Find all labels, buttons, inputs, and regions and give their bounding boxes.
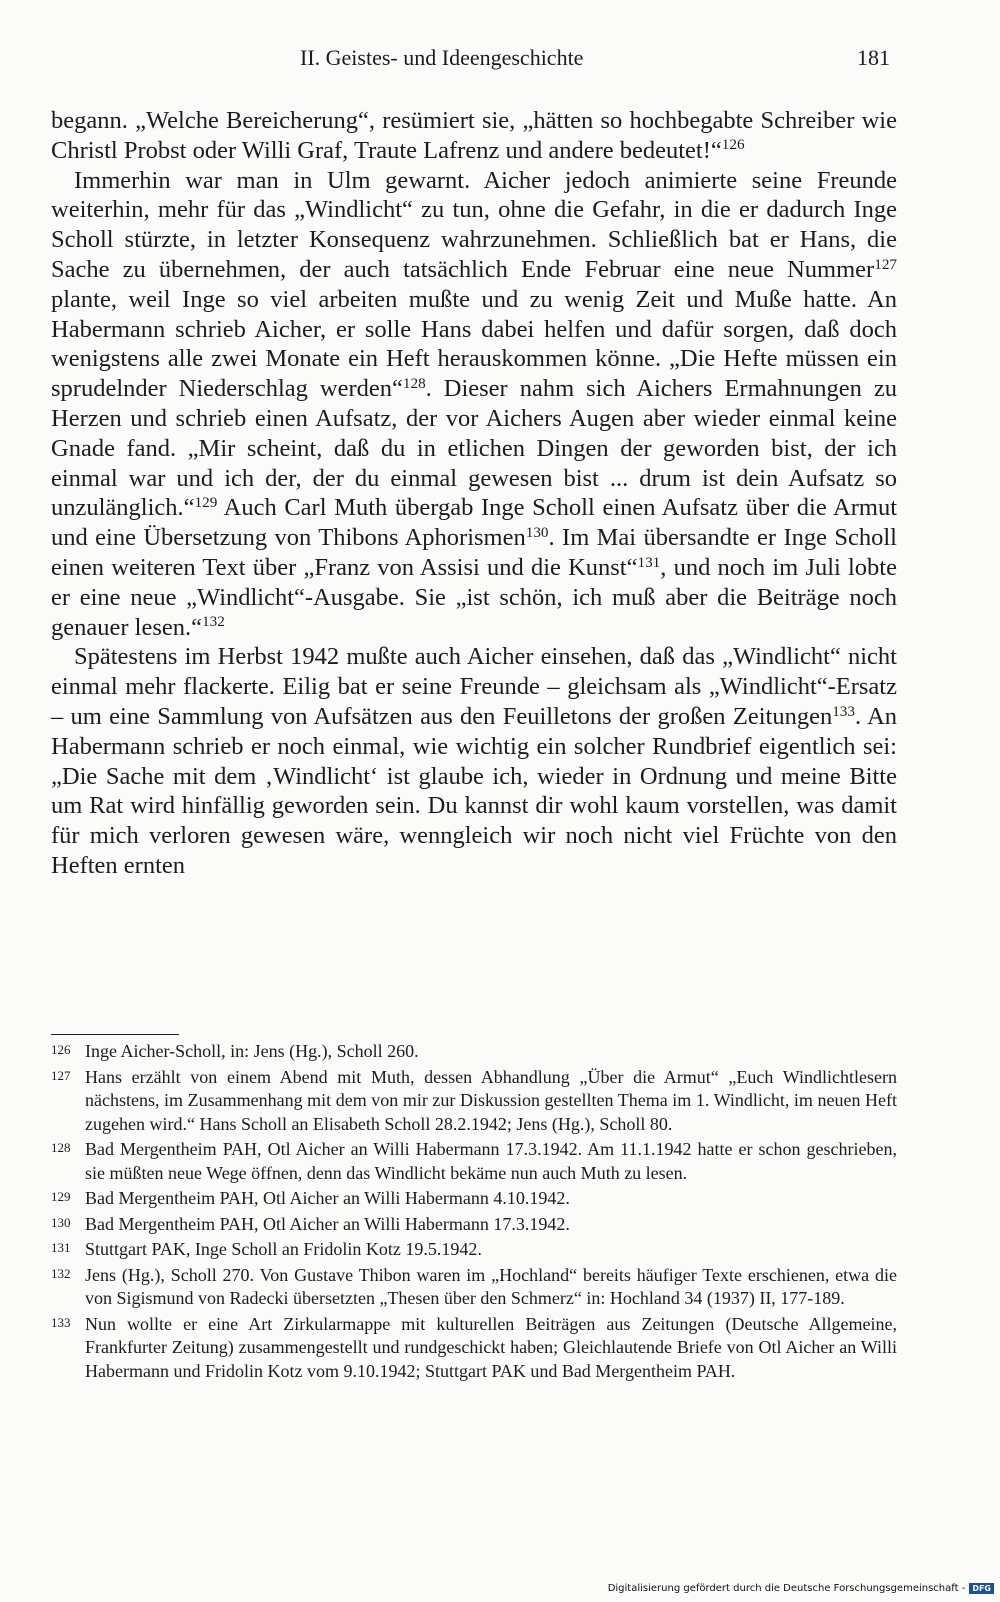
footnote-number: 129: [51, 1189, 71, 1204]
footnote-number: 126: [51, 1042, 71, 1057]
paragraph: [51, 166, 897, 643]
footnote: [51, 1238, 897, 1262]
text-run: Spätestens im Herbst 1942 mußte auch Aicher einsehen, daß das „Windlicht“ nicht einmal mehr flackerte. Eilig bat er seine Freunde – gleichsam als „Windlicht“-Ersatz – um eine Sammlung von Aufsätzen aus den Feuilletons der großen Zeitungen: [51, 643, 897, 730]
footnote: [51, 1138, 897, 1185]
footnote: [51, 1187, 897, 1211]
digitization-credit: [608, 1583, 994, 1594]
footnote: [51, 1213, 897, 1237]
footnote-text: Bad Mergentheim PAH, Otl Aicher an Willi Habermann 17.3.1942. Am 11.1.1942 hatte er schon geschrieben, sie müßten neue Wege öffnen, denn das Windlicht bekäme nun auch Muth zu lesen.: [85, 1139, 897, 1183]
text-run: . Dieser nahm sich Aichers Ermahnungen zu Herzen und schrieb einen Aufsatz, der vor Aichers Augen aber wieder einmal keine Gnade fand. „Mir scheint, daß du in etlichen Dingen der geworden bist, der ich einmal war und ich der, der du einmal gewesen bist ... drum ist dein Aufsatz so unzulänglich.“: [51, 375, 897, 522]
text-run: plante, weil Inge so viel arbeiten mußte und zu wenig Zeit und Muße hatte. An Habermann schrieb Aicher, er solle Hans dabei helfen und dafür sorgen, daß doch wenigstens alle zwei Monate ein Heft herauskommen könne. „Die Hefte müssen ein sprudelnder Niederschlag werden“: [51, 285, 897, 403]
footnote-text: Stuttgart PAK, Inge Scholl an Fridolin Kotz 19.5.1942.: [85, 1239, 482, 1259]
text-run: . An Habermann schrieb er noch einmal, wie wichtig ein solcher Rundbrief eigentlich sei: „Die Sache mit dem ‚Windlicht‘ ist glaube ich, wieder in Ordnung und meine Bitte um Rat wird hinfällig geworden sein. Du kannst dir wohl kaum vorstellen, was damit für mich verloren gewesen wäre, wenngleich wir noch nicht viel Früchte von den Heften ernten: [51, 702, 898, 879]
footnote-ref: 130: [525, 523, 549, 541]
footnote-text: Bad Mergentheim PAH, Otl Aicher an Willi Habermann 17.3.1942.: [85, 1213, 570, 1234]
footnote-text: Nun wollte er eine Art Zirkularmappe mit kulturellen Beiträgen aus Zeitungen (Deutsche Allgemeine, Frankfurter Zeitung) zusammengestellt und rundgeschickt haben; Gleichlautende Briefe von Otl Aicher an Willi Habermann und Fridolin Kotz vom 9.10.1942; Stuttgart PAK und Bad Mergentheim PAH.: [85, 1313, 897, 1381]
footnote-text: Hans erzählt von einem Abend mit Muth, dessen Abhandlung „Über die Armut“ „Euch Windlichtlesern nächstens, im Zusammenhang mit dem von mir zur Diskussion gestellten Thema im 1. Windlicht, im neuen Heft zugehen wird.“ Hans Scholl an Elisabeth Scholl 28.2.1942; Jens (Hg.), Scholl 80.: [85, 1066, 897, 1134]
footnote-ref: 131: [637, 553, 661, 571]
footnote-ref: 128: [402, 374, 426, 392]
footnote-text: Inge Aicher-Scholl, in: Jens (Hg.), Scholl 260.: [85, 1041, 419, 1061]
running-header: [300, 45, 890, 71]
footnote: [51, 1066, 897, 1137]
footnote: [51, 1313, 897, 1384]
footnote-number: 127: [51, 1067, 71, 1083]
footnote: [51, 1040, 897, 1064]
footnote-ref: 126: [721, 136, 745, 154]
paragraph: [51, 106, 897, 166]
footnote-text: Bad Mergentheim PAH, Otl Aicher an Willi Habermann 4.10.1942.: [85, 1188, 570, 1208]
text-run: Auch Carl Muth übergab Inge Scholl einen Aufsatz über die Armut und eine Übersetzung von Thibons Aphorismen: [51, 494, 897, 552]
footnote-number: 131: [51, 1240, 71, 1255]
footnote-divider: [51, 1034, 179, 1035]
page-number: 181: [857, 45, 890, 70]
text-run: , und noch im Juli lobte er eine neue „Windlicht“-Ausgabe. Sie „ist schön, ich muß aber die Beiträge noch genauer lesen.“: [51, 553, 897, 641]
body-text: [51, 106, 897, 881]
footnote-ref: 133: [832, 702, 855, 720]
footnote: [51, 1264, 897, 1311]
footnote-number: 128: [51, 1140, 71, 1155]
text-run: begann. „Welche Bereicherung“, resümiert sie, „hätten so hochbegabte Schreiber wie Christl Probst oder Willi Graf, Traute Lafrenz und andere bedeutet!“: [51, 107, 897, 164]
footnote-number: 130: [51, 1214, 71, 1230]
footnote-ref: 129: [194, 494, 218, 512]
footnote-ref: 132: [202, 613, 225, 631]
footnote-text: Jens (Hg.), Scholl 270. Von Gustave Thibon waren im „Hochland“ bereits häufiger Texte erschienen, etwa die von Sigismund von Radecki übersetzten „Thesen über den Schmerz“ in: Hochland 34 (1937) II, 177-189.: [85, 1264, 897, 1308]
text-run: Immerhin war man in Ulm gewarnt. Aicher jedoch animierte seine Freunde weiterhin, mehr für das „Windlicht“ zu tun, ohne die Gefahr, in die er dadurch Inge Scholl stürzte, in letzter Konsequenz wahrzunehmen. Schließlich bat er Hans, die Sache zu übernehmen, der auch tatsächlich Ende Februar eine neue Nummer: [51, 166, 897, 283]
footnotes: [51, 1040, 897, 1385]
dfg-logo: DFG: [969, 1583, 994, 1594]
credit-text: Digitalisierung gefördert durch die Deutsche Forschungsgemeinschaft -: [607, 1583, 966, 1594]
running-title: II. Geistes- und Ideengeschichte: [300, 45, 584, 70]
text-run: . Im Mai übersandte er Inge Scholl einen weiteren Text über „Franz von Assisi und die Kunst“: [51, 524, 897, 581]
footnote-number: 133: [51, 1314, 71, 1330]
footnote-number: 132: [51, 1265, 71, 1281]
footnote-ref: 127: [874, 255, 897, 273]
paragraph: [51, 642, 897, 880]
